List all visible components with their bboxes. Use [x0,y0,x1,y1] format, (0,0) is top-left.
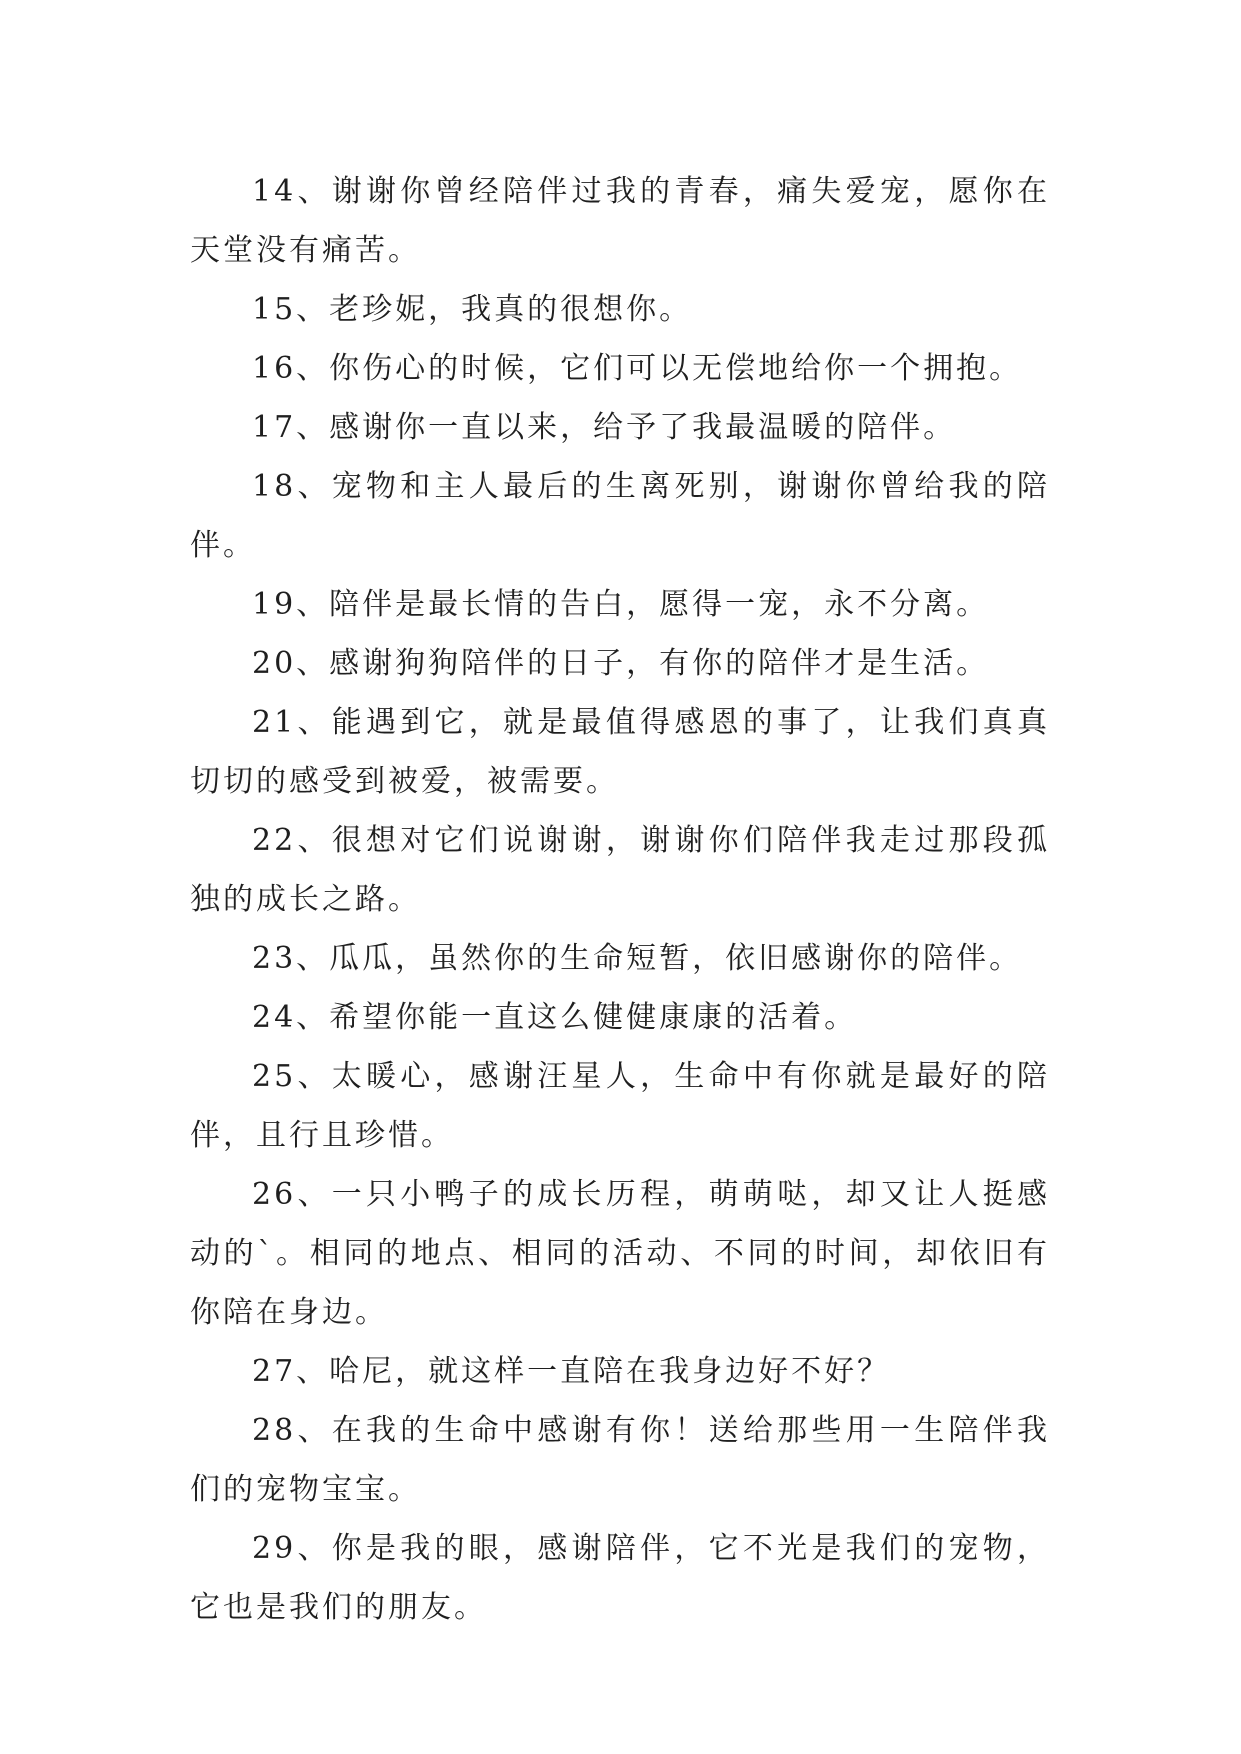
paragraph-25: 25、太暖心，感谢汪星人，生命中有你就是最好的陪伴，且行且珍惜。 [190,1059,1050,1153]
paragraph-14: 14、谢谢你曾经陪伴过我的青春，痛失爱宠，愿你在天堂没有痛苦。 [190,174,1050,268]
paragraph-15: 15、老珍妮，我真的很想你。 [252,292,693,327]
paragraph-24: 24、希望你能一直这么健健康康的活着。 [252,1000,858,1035]
paragraph-18: 18、宠物和主人最后的生离死别，谢谢你曾给我的陪伴。 [190,469,1050,563]
paragraph-27: 27、哈尼，就这样一直陪在我身边好不好？ [252,1354,891,1389]
paragraph-16: 16、你伤心的时候，它们可以无偿地给你一个拥抱。 [252,351,1023,386]
paragraph-26: 26、一只小鸭子的成长历程，萌萌哒，却又让人挺感动的`。相同的地点、相同的活动、不同的时间，却依旧有你陪在身边。 [190,1177,1050,1330]
paragraph-21: 21、能遇到它，就是最值得感恩的事了，让我们真真切切的感受到被爱，被需要。 [190,705,1050,799]
paragraph-20: 20、感谢狗狗陪伴的日子，有你的陪伴才是生活。 [252,646,990,681]
paragraph-23: 23、瓜瓜，虽然你的生命短暂，依旧感谢你的陪伴。 [252,941,1023,976]
paragraph-29: 29、你是我的眼，感谢陪伴，它不光是我们的宠物，它也是我们的朋友。 [190,1531,1050,1625]
paragraph-22: 22、很想对它们说谢谢，谢谢你们陪伴我走过那段孤独的成长之路。 [190,823,1050,917]
paragraph-19: 19、陪伴是最长情的告白，愿得一宠，永不分离。 [252,587,990,622]
paragraph-28: 28、在我的生命中感谢有你！送给那些用一生陪伴我们的宠物宝宝。 [190,1413,1050,1507]
paragraph-17: 17、感谢你一直以来，给予了我最温暖的陪伴。 [252,410,957,445]
document-body [190,162,1050,1637]
